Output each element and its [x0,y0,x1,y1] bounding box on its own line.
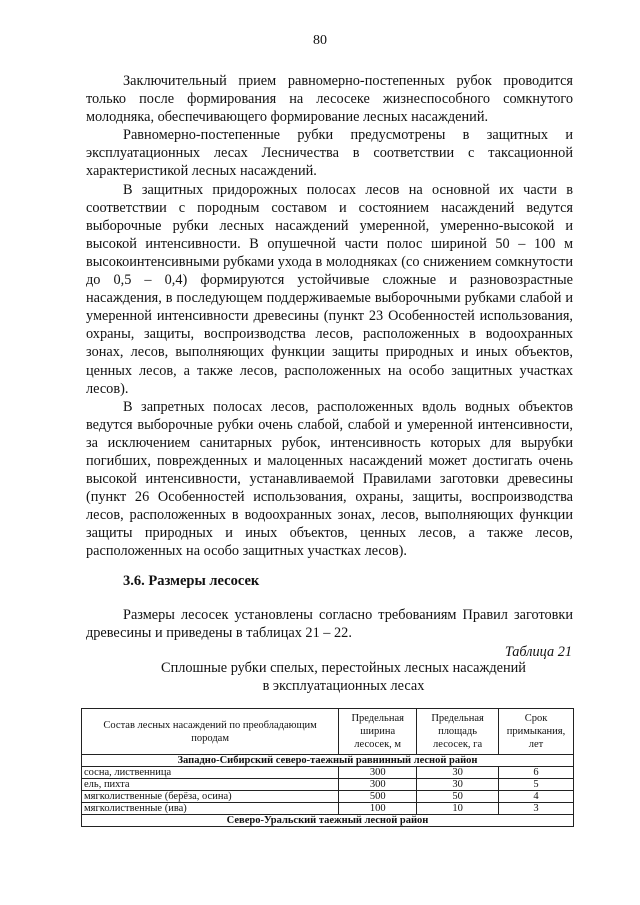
cutting-size-table [81,708,574,827]
paragraph: В запретных полосах лесов, расположенных вдоль водных объектов ведутся выборочные рубки очень слабой, слабой и умеренной интенсивности, за исключением санитарных рубок, интенсивность которых для вырубки погибших, поврежденных и малоценных насаждений может достигать очень высокой интенсивности, устанавливаемой Правилами заготовки древесины (пункт 26 Особенностей использования, охраны, защиты, воспроизводства лесов, расположенных в водоохранных зонах, лесов, выполняющих функции защиты природных и иных объектов, ценных лесов, а также лесов, расположенных на особо защитных участках лесов). [86,398,573,560]
table-title-line: в эксплуатационных лесах [262,678,425,695]
table-cell: 5 [499,779,574,791]
table-header: Предельная площадь лесосек, га [417,709,499,755]
table-cell: 100 [339,803,417,815]
table-header: Срок примыкания, лет [499,709,574,755]
section-heading: 3.6. Размеры лесосек [123,573,260,589]
table-header-row [82,709,574,755]
table-region-row [82,815,574,827]
table-cell: 30 [417,767,499,779]
table-cell: 300 [339,767,417,779]
table-number: Таблица 21 [504,644,572,660]
table-row [82,791,574,803]
paragraph: Заключительный прием равномерно-постепенных рубок проводится только после формирования на лесосеке жизнеспособного сомкнутого молодняка, обеспечивающего формирование лесных насаждений. [86,73,573,126]
table-cell: сосна, лиственница [82,767,339,779]
table-cell: 6 [499,767,574,779]
table-cell: мягколиственные (ива) [82,803,339,815]
paragraph: Размеры лесосек установлены согласно требованиям Правил заготовки древесины и приведены в таблицах 21 – 22. [86,607,573,642]
table-header: Предельная ширина лесосек, м [339,709,417,755]
table-cell: 3 [499,803,574,815]
table-cell: мягколиственные (берёза, осина) [82,791,339,803]
table-cell: 50 [417,791,499,803]
section-text [86,606,573,642]
body-text [86,72,573,561]
table-row [82,779,574,791]
table-cell: 500 [339,791,417,803]
table-row [82,803,574,815]
paragraph: Равномерно-постепенные рубки предусмотрены в защитных и эксплуатационных лесах Лесничества в соответствии с таксационной характеристикой лесных насаждений. [86,127,573,180]
table-row [82,767,574,779]
table-cell: 300 [339,779,417,791]
paragraph: В защитных придорожных полосах лесов на основной их части в соответствии с породным составом и состоянием насаждений ведутся выборочные рубки лесных насаждений умеренной, умеренно-высокой и высокой интенсивности. В опушечной части полос шириной 50 – 100 м высокоинтенсивными рубками ухода в молодняках (со снижением сомкнутости до 0,5 – 0,4) формируются устойчивые сложные и разновозрастные насаждения, в последующем поддерживаемые выборочными рубками слабой и умеренной интенсивности древесины (пункт 23 Особенностей использования, охраны, защиты, воспроизводства лесов, расположенных в водоохранных зонах, лесов, выполняющих функции защиты природных и иных объектов, ценных лесов, а также лесов, расположенных на особо защитных участках лесов). [86,181,573,397]
region-label: Западно-Сибирский северо-таежный равнинный лесной район [82,755,574,767]
table-cell: 30 [417,779,499,791]
table-header: Состав лесных насаждений по преобладающим породам [82,709,339,755]
table-cell: ель, пихта [82,779,339,791]
table-cell: 10 [417,803,499,815]
page-number: 80 [313,33,327,48]
table-title-line: Сплошные рубки спелых, перестойных лесных насаждений [161,660,526,676]
table-region-row [82,755,574,767]
table-cell: 4 [499,791,574,803]
region-label: Северо-Уральский таежный лесной район [82,815,574,827]
table-title [86,659,601,695]
